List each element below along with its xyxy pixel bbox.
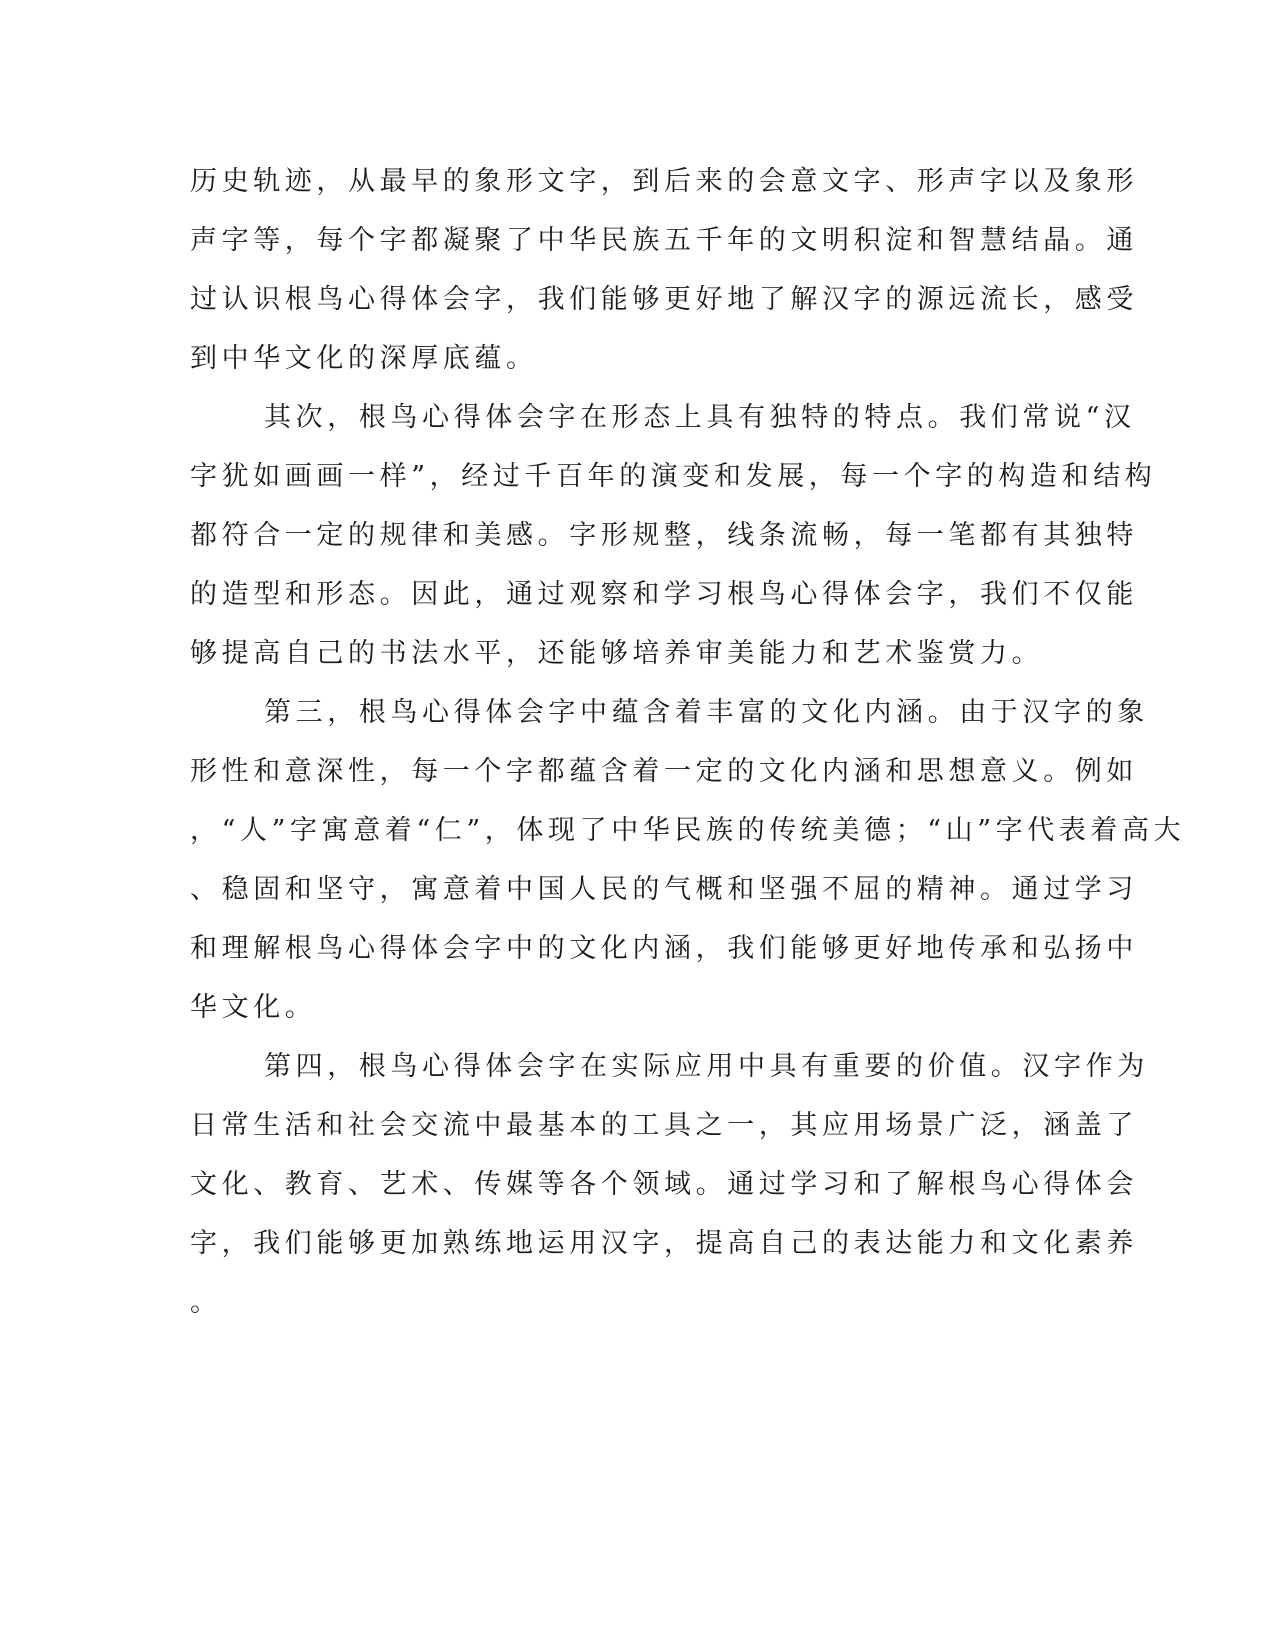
text-line: 声字等，每个字都凝聚了中华民族五千年的文明积淀和智慧结晶。通 — [190, 225, 1138, 256]
text-line: 够提高自己的书法水平，还能够培养审美能力和艺术鉴赏力。 — [190, 638, 1044, 669]
text-line: 过认识根鸟心得体会字，我们能够更好地了解汉字的源远流长，感受 — [190, 284, 1138, 315]
text-line: 华文化。 — [190, 992, 317, 1023]
text-line: 文化、教育、艺术、传媒等各个领域。通过学习和了解根鸟心得体会 — [190, 1169, 1138, 1200]
paragraph-first-line: 其次，根鸟心得体会字在形态上具有独特的特点。我们常说“汉 — [264, 402, 1136, 433]
text-line: 形性和意深性，每一个字都蕴含着一定的文化内涵和思想意义。例如 — [190, 756, 1138, 787]
text-line: 到中华文化的深厚底蕴。 — [190, 343, 538, 374]
text-line: 都符合一定的规律和美感。字形规整，线条流畅，每一笔都有其独特 — [190, 520, 1138, 551]
text-line: 字，我们能够更加熟练地运用汉字，提高自己的表达能力和文化素养 — [190, 1228, 1138, 1259]
text-line: ，“人”字寓意着“仁”，体现了中华民族的传统美德；“山”字代表着高大 — [190, 815, 1186, 846]
paragraph-first-line: 第四，根鸟心得体会字在实际应用中具有重要的价值。汉字作为 — [264, 1051, 1149, 1082]
text-line: 和理解根鸟心得体会字中的文化内涵，我们能够更好地传承和弘扬中 — [190, 933, 1138, 964]
text-line: 、稳固和坚守，寓意着中国人民的气概和坚强不屈的精神。通过学习 — [190, 874, 1138, 905]
text-line: 字犹如画画一样”，经过千百年的演变和发展，每一个字的构造和结构 — [190, 461, 1157, 492]
text-line: 日常生活和社会交流中最基本的工具之一，其应用场景广泛，涵盖了 — [190, 1110, 1138, 1141]
text-line: 历史轨迹，从最早的象形文字，到后来的会意文字、形声字以及象形 — [190, 166, 1138, 197]
text-line: 。 — [190, 1287, 222, 1318]
paragraph-first-line: 第三，根鸟心得体会字中蕴含着丰富的文化内涵。由于汉字的象 — [264, 697, 1149, 728]
text-line: 的造型和形态。因此，通过观察和学习根鸟心得体会字，我们不仅能 — [190, 579, 1138, 610]
